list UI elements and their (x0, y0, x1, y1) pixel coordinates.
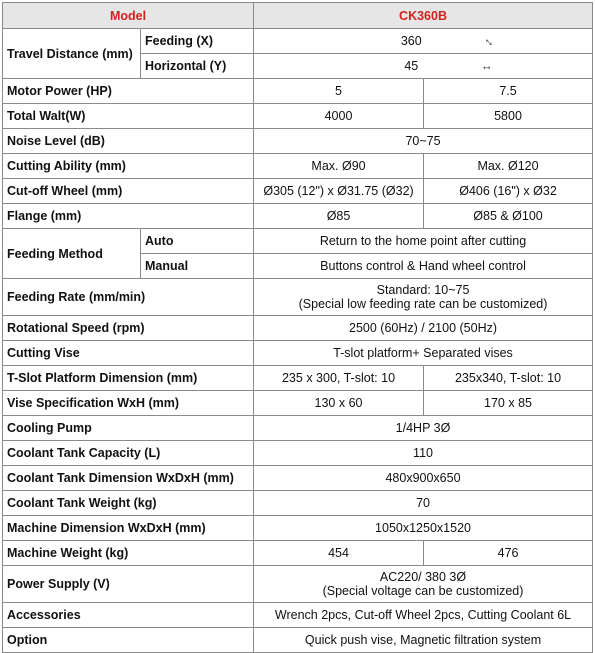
table-row (3, 391, 593, 416)
accessories-label: Accessories (3, 603, 254, 628)
coolant-dimension-label: Coolant Tank Dimension WxDxH (mm) (3, 466, 254, 491)
model-label-header: Model (3, 3, 254, 29)
horizontal-y-value-cell (254, 54, 593, 79)
cutting-ability-value: Max. Ø90 (254, 154, 424, 179)
power-supply-line2: (Special voltage can be customized) (322, 584, 524, 598)
noise-level-label: Noise Level (dB) (3, 129, 254, 154)
tslot-platform-value: 235x340, T-slot: 10 (424, 366, 593, 391)
cooling-pump-value: 1/4HP 3Ø (254, 416, 593, 441)
feeding-rate-label: Feeding Rate (mm/min) (3, 279, 254, 316)
feeding-x-value-cell (254, 29, 593, 54)
coolant-weight-label: Coolant Tank Weight (kg) (3, 491, 254, 516)
auto-label: Auto (141, 229, 254, 254)
table-row (3, 341, 593, 366)
motor-power-label: Motor Power (HP) (3, 79, 254, 104)
feeding-rate-value (254, 279, 593, 316)
horizontal-arrow-icon: ↔ (480, 59, 493, 73)
coolant-capacity-label: Coolant Tank Capacity (L) (3, 441, 254, 466)
cutting-vise-label: Cutting Vise (3, 341, 254, 366)
manual-label: Manual (141, 254, 254, 279)
table-row (3, 466, 593, 491)
power-supply-value (254, 566, 593, 603)
vise-spec-label: Vise Specification WxH (mm) (3, 391, 254, 416)
cutoff-wheel-label: Cut-off Wheel (mm) (3, 179, 254, 204)
feeding-x-value: 360 (400, 34, 422, 48)
flange-value: Ø85 (254, 204, 424, 229)
cutting-ability-label: Cutting Ability (mm) (3, 154, 254, 179)
model-name-header: CK360B (254, 3, 593, 29)
flange-label: Flange (mm) (3, 204, 254, 229)
tslot-platform-label: T-Slot Platform Dimension (mm) (3, 366, 254, 391)
table-row (3, 79, 593, 104)
table-row (3, 279, 593, 316)
option-value: Quick push vise, Magnetic filtration system (254, 628, 593, 653)
cutoff-wheel-value: Ø406 (16") x Ø32 (424, 179, 593, 204)
noise-level-value: 70~75 (254, 129, 593, 154)
cutoff-wheel-value: Ø305 (12") x Ø31.75 (Ø32) (254, 179, 424, 204)
horizontal-y-label: Horizontal (Y) (141, 54, 254, 79)
coolant-dimension-value: 480x900x650 (254, 466, 593, 491)
auto-value: Return to the home point after cutting (254, 229, 593, 254)
cutting-ability-value: Max. Ø120 (424, 154, 593, 179)
machine-weight-label: Machine Weight (kg) (3, 541, 254, 566)
table-row (3, 441, 593, 466)
feeding-method-label: Feeding Method (3, 229, 141, 279)
horizontal-y-value: 45 (404, 59, 419, 73)
motor-power-value: 7.5 (424, 79, 593, 104)
cooling-pump-label: Cooling Pump (3, 416, 254, 441)
table-row (3, 129, 593, 154)
table-row (3, 204, 593, 229)
option-label: Option (3, 628, 254, 653)
diagonal-arrow-icon: ↔ (480, 31, 500, 51)
accessories-value: Wrench 2pcs, Cut-off Wheel 2pcs, Cutting Coolant 6L (254, 603, 593, 628)
machine-weight-value: 454 (254, 541, 424, 566)
power-supply-line1: AC220/ 380 3Ø (379, 570, 467, 584)
machine-dimension-label: Machine Dimension WxDxH (mm) (3, 516, 254, 541)
travel-distance-label: Travel Distance (mm) (3, 29, 141, 79)
coolant-weight-value: 70 (254, 491, 593, 516)
power-supply-label: Power Supply (V) (3, 566, 254, 603)
machine-weight-value: 476 (424, 541, 593, 566)
vise-spec-value: 130 x 60 (254, 391, 424, 416)
motor-power-value: 5 (254, 79, 424, 104)
table-row (3, 566, 593, 603)
table-row (3, 316, 593, 341)
table-row (3, 366, 593, 391)
vise-spec-value: 170 x 85 (424, 391, 593, 416)
manual-value: Buttons control & Hand wheel control (254, 254, 593, 279)
rotational-speed-label: Rotational Speed (rpm) (3, 316, 254, 341)
feeding-rate-line1: Standard: 10~75 (376, 283, 470, 297)
coolant-capacity-value: 110 (254, 441, 593, 466)
flange-value: Ø85 & Ø100 (424, 204, 593, 229)
table-row (3, 229, 593, 254)
cutting-vise-value: T-slot platform+ Separated vises (254, 341, 593, 366)
feeding-rate-line2: (Special low feeding rate can be customized) (298, 297, 548, 311)
total-watt-value: 4000 (254, 104, 424, 129)
table-row (3, 603, 593, 628)
total-watt-label: Total Walt(W) (3, 104, 254, 129)
table-row (3, 104, 593, 129)
header-row (3, 3, 593, 29)
table-row (3, 628, 593, 653)
table-row (3, 416, 593, 441)
rotational-speed-value: 2500 (60Hz) / 2100 (50Hz) (254, 316, 593, 341)
tslot-platform-value: 235 x 300, T-slot: 10 (254, 366, 424, 391)
table-row (3, 29, 593, 54)
table-row (3, 516, 593, 541)
table-row (3, 154, 593, 179)
total-watt-value: 5800 (424, 104, 593, 129)
feeding-x-label: Feeding (X) (141, 29, 254, 54)
table-row (3, 179, 593, 204)
table-row (3, 541, 593, 566)
spec-table (2, 2, 593, 653)
table-row (3, 491, 593, 516)
machine-dimension-value: 1050x1250x1520 (254, 516, 593, 541)
